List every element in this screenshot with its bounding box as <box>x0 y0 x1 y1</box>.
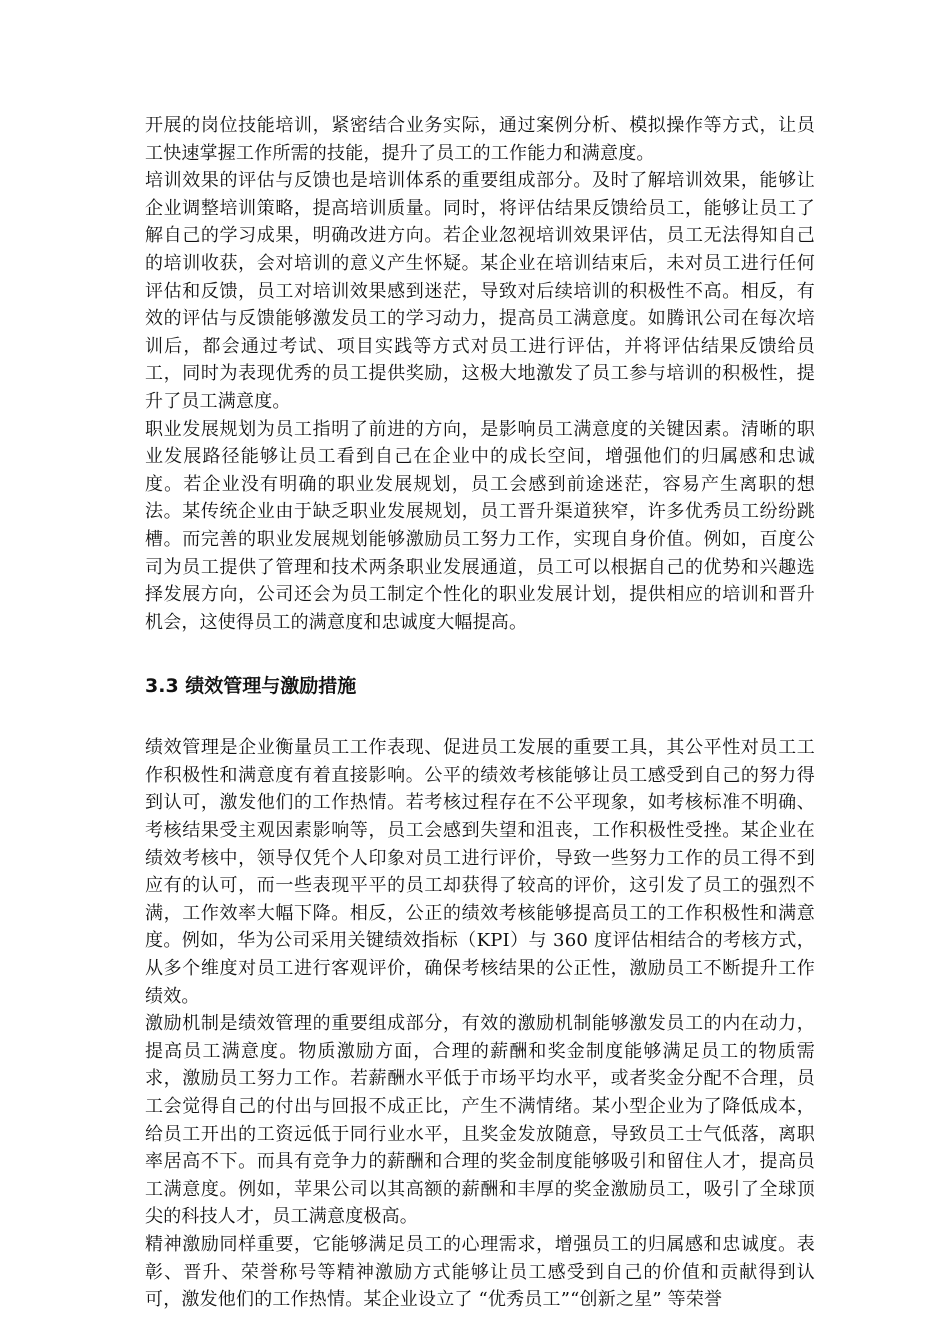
section-heading: 3.3 绩效管理与激励措施 <box>145 675 357 698</box>
paragraph-training-skills: 开展的岗位技能培训，紧密结合业务实际，通过案例分析、模拟操作等方式，让员工快速掌握工作所需的技能，提升了员工的工作能力和满意度。 <box>145 115 815 164</box>
paragraph-spiritual-incentives: 精神激励同样重要，它能够满足员工的心理需求，增强员工的归属感和忠诚度。表彰、晋升、荣誉称号等精神激励方式能够让员工感受到自己的价值和贡献得到认可，激发他们的工作热情。某企业设立了 “优秀员工”“创新之星” 等荣誉 <box>145 1233 815 1311</box>
paragraph-career-planning: 职业发展规划为员工指明了前进的方向，是影响员工满意度的关键因素。清晰的职业发展路径能够让员工看到自己在企业中的成长空间，增强他们的归属感和忠诚度。若企业没有明确的职业发展规划，员工会感到前途迷茫，容易产生离职的想法。某传统企业由于缺乏职业发展规划，员工晋升渠道狭窄，许多优秀员工纷纷跳槽。而完善的职业发展规划能够激励员工努力工作，实现自身价值。例如，百度公司为员工提供了管理和技术两条职业发展通道，员工可以根据自己的优势和兴趣选择发展方向，公司还会为员工制定个性化的职业发展计划，提供相应的培训和晋升机会，这使得员工的满意度和忠诚度大幅提高。 <box>145 418 815 633</box>
paragraph-material-incentives: 激励机制是绩效管理的重要组成部分，有效的激励机制能够激发员工的内在动力，提高员工满意度。物质激励方面，合理的薪酬和奖金制度能够满足员工的物质需求，激励员工努力工作。若薪酬水平低于市场平均水平，或者奖金分配不合理，员工会觉得自己的付出与回报不成正比，产生不满情绪。某小型企业为了降低成本，给员工开出的工资远低于同行业水平，且奖金发放随意，导致员工士气低落，离职率居高不下。而具有竞争力的薪酬和合理的奖金制度能够吸引和留住人才，提高员工满意度。例如，苹果公司以其高额的薪酬和丰厚的奖金激励员工，吸引了全球顶尖的科技人才，员工满意度极高。 <box>145 1013 815 1228</box>
text-column <box>145 112 815 1314</box>
paragraph-performance-fairness: 绩效管理是企业衡量员工工作表现、促进员工发展的重要工具，其公平性对员工工作积极性和满意度有着直接影响。公平的绩效考核能够让员工感受到自己的努力得到认可，激发他们的工作热情。若考核过程存在不公平现象，如考核标准不明确、考核结果受主观因素影响等，员工会感到失望和沮丧，工作积极性受挫。某企业在绩效考核中，领导仅凭个人印象对员工进行评价，导致一些努力工作的员工得不到应有的认可，而一些表现平平的员工却获得了较高的评价，这引发了员工的强烈不满，工作效率大幅下降。相反，公正的绩效考核能够提高员工的工作积极性和满意度。例如，华为公司采用关键绩效指标（KPI）与 360 度评估相结合的考核方式，从多个维度对员工进行客观评价，确保考核结果的公正性，激励员工不断提升工作绩效。 <box>145 737 815 1007</box>
paragraph-training-evaluation: 培训效果的评估与反馈也是培训体系的重要组成部分。及时了解培训效果，能够让企业调整培训策略，提高培训质量。同时，将评估结果反馈给员工，能够让员工了解自己的学习成果，明确改进方向。若企业忽视培训效果评估，员工无法得知自己的培训收获，会对培训的意义产生怀疑。某企业在培训结束后，未对员工进行任何评估和反馈，员工对培训效果感到迷茫，导致对后续培训的积极性不高。相反，有效的评估与反馈能够激发员工的学习动力，提高员工满意度。如腾讯公司在每次培训后，都会通过考试、项目实践等方式对员工进行评估，并将评估结果反馈给员工，同时为表现优秀的员工提供奖励，这极大地激发了员工参与培训的积极性，提升了员工满意度。 <box>145 170 815 412</box>
